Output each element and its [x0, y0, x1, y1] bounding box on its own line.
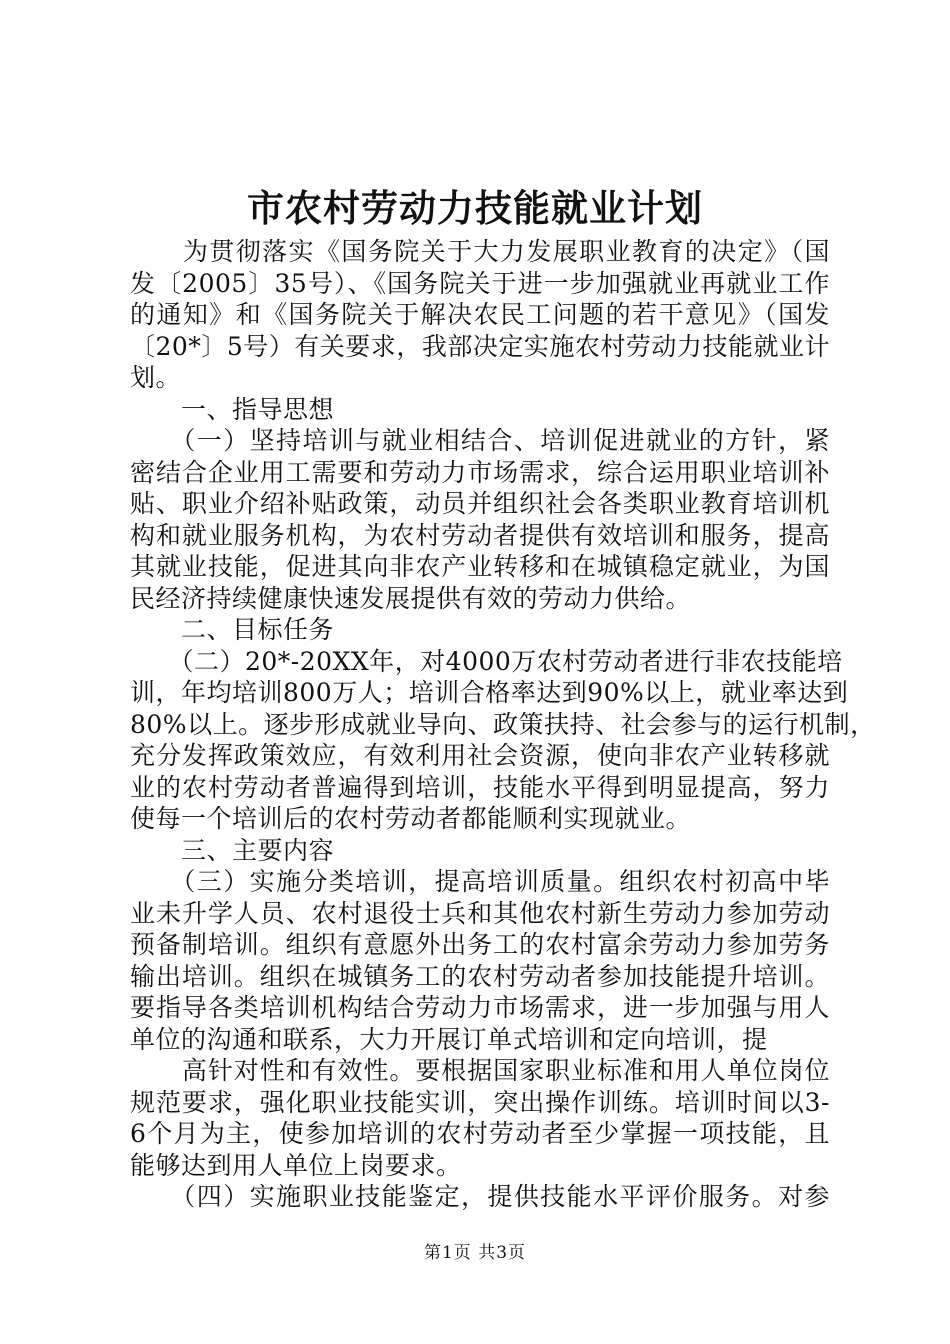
body-text-line: 民经济持续健康快速发展提供有效的劳动力供给。: [130, 583, 692, 613]
body-text-line: 的通知》和《国务院关于解决农民工问题的若干意见》（国发: [130, 300, 830, 329]
body-text-line: 为贯彻落实《国务院关于大力发展职业教育的决定》（国: [130, 237, 830, 266]
body-text-line: 贴、职业介绍补贴政策，动员并组织社会各类职业教育培训机: [130, 489, 830, 518]
body-text-line: 业未升学人员、农村退役士兵和其他农村新生劳动力参加劳动: [130, 898, 830, 928]
body-text-line: 其就业技能，促进其向非农产业转移和在城镇稳定就业，为国: [130, 552, 830, 581]
body-text-line: （三）实施分类培训，提高培训质量。组织农村初高中毕: [130, 867, 830, 896]
body-text-line: 要指导各类培训机构结合劳动力市场需求，进一步加强与用人: [130, 993, 830, 1022]
body-text-line: 能够达到用人单位上岗要求。: [130, 1150, 462, 1180]
body-text-line: 高针对性和有效性。要根据国家职业标准和用人单位岗位: [130, 1056, 830, 1085]
body-text-line: 使每一个培训后的农村劳动者都能顺利实现就业。: [130, 804, 692, 833]
body-text-line: （一）坚持培训与就业相结合、培训促进就业的方针，紧: [130, 426, 830, 455]
body-text-line: （四）实施职业技能鉴定，提供技能水平评价服务。对参: [130, 1182, 830, 1211]
body-text-line: 充分发挥政策效应，有效利用社会资源，使向非农产业转移就: [130, 741, 830, 770]
document-title: 市农村劳动力技能就业计划: [247, 186, 703, 230]
body-text-line: 二、目标任务: [130, 615, 335, 644]
body-text-line: 业的农村劳动者普遍得到培训，技能水平得到明显提高，努力: [130, 772, 830, 802]
body-text-line: 密结合企业用工需要和劳动力市场需求，综合运用职业培训补: [130, 457, 830, 487]
body-text-line: 〔20*〕5号）有关要求，我部决定实施农村劳动力技能就业计: [130, 331, 830, 361]
body-text-line: 训，年均培训800万人；培训合格率达到90%以上，就业率达到: [130, 678, 849, 707]
page-footer: 第1页 共3页: [423, 1243, 527, 1263]
body-text-line: 发〔2005〕35号）、《国务院关于进一步加强就业再就业工作: [130, 268, 830, 298]
body-text-line: 6个月为主，使参加培训的农村劳动者至少掌握一项技能，且: [130, 1119, 830, 1148]
body-text-line: 预备制培训。组织有意愿外出务工的农村富余劳动力参加劳务: [130, 930, 830, 959]
body-text-line: 输出培训。组织在城镇务工的农村劳动者参加技能提升培训。: [130, 961, 830, 991]
body-text-line: 三、主要内容: [130, 835, 335, 865]
body-text-line: 构和就业服务机构，为农村劳动者提供有效培训和服务，提高: [130, 520, 830, 550]
document-body: [130, 236, 876, 1213]
body-text-line: 80%以上。逐步形成就业导向、政策扶持、社会参与的运行机制，: [130, 709, 876, 739]
body-text-line: 单位的沟通和联系，大力开展订单式培训和定向培训，提: [130, 1024, 768, 1054]
body-text-line: 规范要求，强化职业技能实训，突出操作训练。培训时间以3-: [130, 1087, 830, 1117]
body-text-line: （二）20*-20XX年，对4000万农村劳动者进行非农技能培: [130, 646, 843, 676]
body-text-line: 划。: [130, 363, 182, 392]
body-text-line: 一、指导思想: [130, 394, 335, 424]
